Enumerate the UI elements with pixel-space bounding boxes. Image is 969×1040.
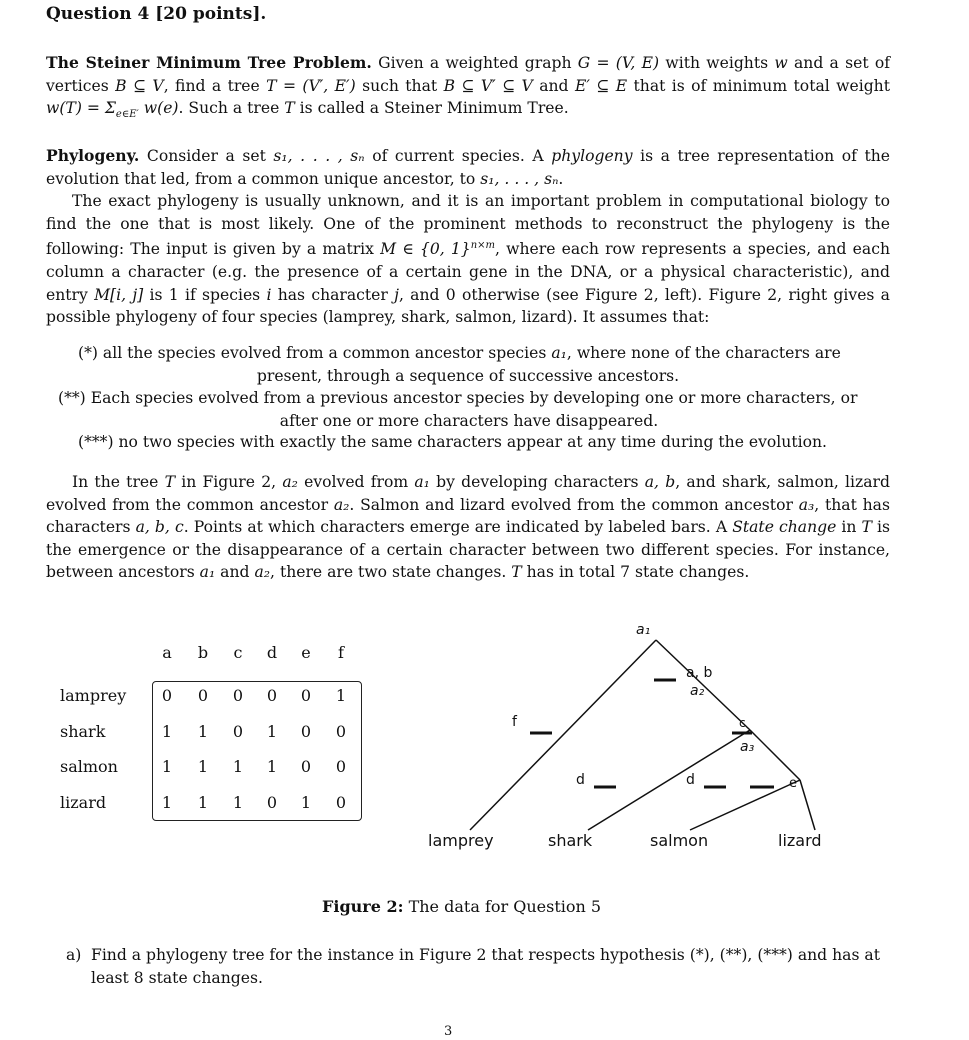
- label-d-shark: d: [576, 772, 585, 788]
- branch-a2-a3: [750, 730, 800, 780]
- question-a-text: Find a phylogeny tree for the instance in Figure 2 that respects hypothesis (*), (**), (***) and has at least 8 state changes.: [91, 946, 880, 987]
- label-a3: a₃: [740, 739, 755, 755]
- matrix-cell: 1: [161, 793, 173, 812]
- column-header: c: [233, 643, 243, 662]
- exact-phylogeny-paragraph: The exact phylogeny is usually unknown, and it is an important problem in computational biology to find the one that is most likely. One of the prominent methods to reconstruct the phylogeny is the following: The input is given by a matrix M ∈ {0, 1}$^{n\times m}$, where each row represents a species, and each column a character (e.g. the presence of a certain gene in the DNA, or a physical characteristic), and entry M[i, j] is 1 if species i has character j, and 0 otherwise (see Figure 2, left). Figure 2, right gives a possible phylogeny of four species (lamprey, shark, salmon, lizard). It assumes that:: [46, 192, 890, 327]
- leaf-lizard: lizard: [778, 831, 822, 850]
- steiner-title: The Steiner Minimum Tree Problem.: [46, 53, 372, 72]
- matrix-cell: 1: [232, 793, 244, 812]
- matrix-cell: 1: [300, 793, 312, 812]
- branch-shark: [588, 730, 750, 830]
- matrix-cell: 0: [300, 686, 312, 705]
- matrix-cell: 1: [161, 757, 173, 776]
- figure-caption: Figure 2: The data for Question 5: [322, 897, 602, 916]
- label-a1: a₁: [636, 622, 651, 638]
- matrix-cell: 0: [266, 793, 278, 812]
- row-label: lizard: [60, 793, 107, 812]
- matrix-cell: 1: [266, 757, 278, 776]
- label-ab: a, b: [686, 665, 713, 681]
- question-a-label: a): [66, 946, 82, 964]
- matrix-cell: 1: [197, 722, 209, 741]
- label-a2: a₂: [690, 683, 705, 699]
- page-number: 3: [444, 1024, 453, 1039]
- hypothesis-1: (*) all the species evolved from a common ancestor species a₁, where none of the characters are present, through a sequence of successive ancestors.: [78, 344, 841, 385]
- label-e: e: [789, 776, 797, 791]
- matrix-cell: 0: [335, 722, 347, 741]
- leaf-shark: shark: [548, 831, 593, 850]
- column-header: f: [338, 643, 344, 662]
- matrix-cell: 0: [197, 686, 209, 705]
- matrix-cell: 1: [335, 686, 347, 705]
- question-a: [66, 944, 892, 989]
- matrix-cell: 0: [161, 686, 173, 705]
- matrix-cell: 0: [300, 757, 312, 776]
- matrix-cell: 0: [232, 686, 244, 705]
- phylogeny-title: Phylogeny.: [46, 146, 140, 165]
- branch-lizard: [800, 780, 815, 830]
- question-heading: Question 4 [20 points].: [46, 4, 267, 24]
- column-header: b: [197, 643, 209, 662]
- column-header: d: [266, 643, 278, 662]
- label-c: c: [739, 716, 746, 730]
- matrix-cell: 1: [197, 793, 209, 812]
- tree-description-paragraph: In the tree T in Figure 2, a₂ evolved from a₁ by developing characters a, b, and shark, salmon, lizard evolved from the common ancestor a₂. Salmon and lizard evolved from the common ancestor a₃, that has characters a, b, c. Points at which characters emerge are indicated by labeled bars. A State change in T is the emergence or the disappearance of a certain character between two different species. For instance, between ancestors a₁ and a₂, there are two state changes. T has in total 7 state changes.: [46, 473, 891, 582]
- label-f: f: [512, 714, 517, 730]
- row-label: salmon: [60, 757, 118, 776]
- matrix-cell: 0: [232, 722, 244, 741]
- leaf-salmon: salmon: [650, 831, 709, 850]
- matrix-cell: 1: [232, 757, 244, 776]
- label-d-salmon: d: [686, 772, 695, 788]
- branch-lamprey: [470, 640, 656, 830]
- matrix-cell: 0: [335, 793, 347, 812]
- leaf-lamprey: lamprey: [428, 831, 494, 850]
- matrix-cell: 1: [161, 722, 173, 741]
- hypothesis-3: (***) no two species with exactly the same characters appear at any time during the evolution.: [78, 433, 827, 451]
- hypothesis-2: (**) Each species evolved from a previous ancestor species by developing one or more characters, or after one or more characters have disappeared.: [58, 389, 858, 430]
- matrix-cell: 1: [266, 722, 278, 741]
- matrix-cell: 0: [300, 722, 312, 741]
- matrix-cell: 0: [266, 686, 278, 705]
- row-label: shark: [60, 722, 106, 741]
- steiner-paragraph: The Steiner Minimum Tree Problem. Given a weighted graph G = (V, E) with weights w and a set of vertices B ⊆ V, find a tree T = (V′, E′) such that B ⊆ V′ ⊆ V and E′ ⊆ E that is of minimum total weight $w(T) = \Sigma_{e\in E'}$ w(e). Such a tree T is called a Steiner Minimum Tree.: [46, 53, 891, 121]
- row-label: lamprey: [60, 686, 127, 705]
- matrix-cell: 1: [197, 757, 209, 776]
- column-header: e: [301, 643, 311, 662]
- matrix-cell: 0: [335, 757, 347, 776]
- phylogeny-paragraph: Phylogeny. Consider a set s₁, . . . , sₙ of current species. A phylogeny is a tree representation of the evolution that led, from a common unique ancestor, to s₁, . . . , sₙ.: [46, 146, 890, 188]
- column-header: a: [162, 643, 172, 662]
